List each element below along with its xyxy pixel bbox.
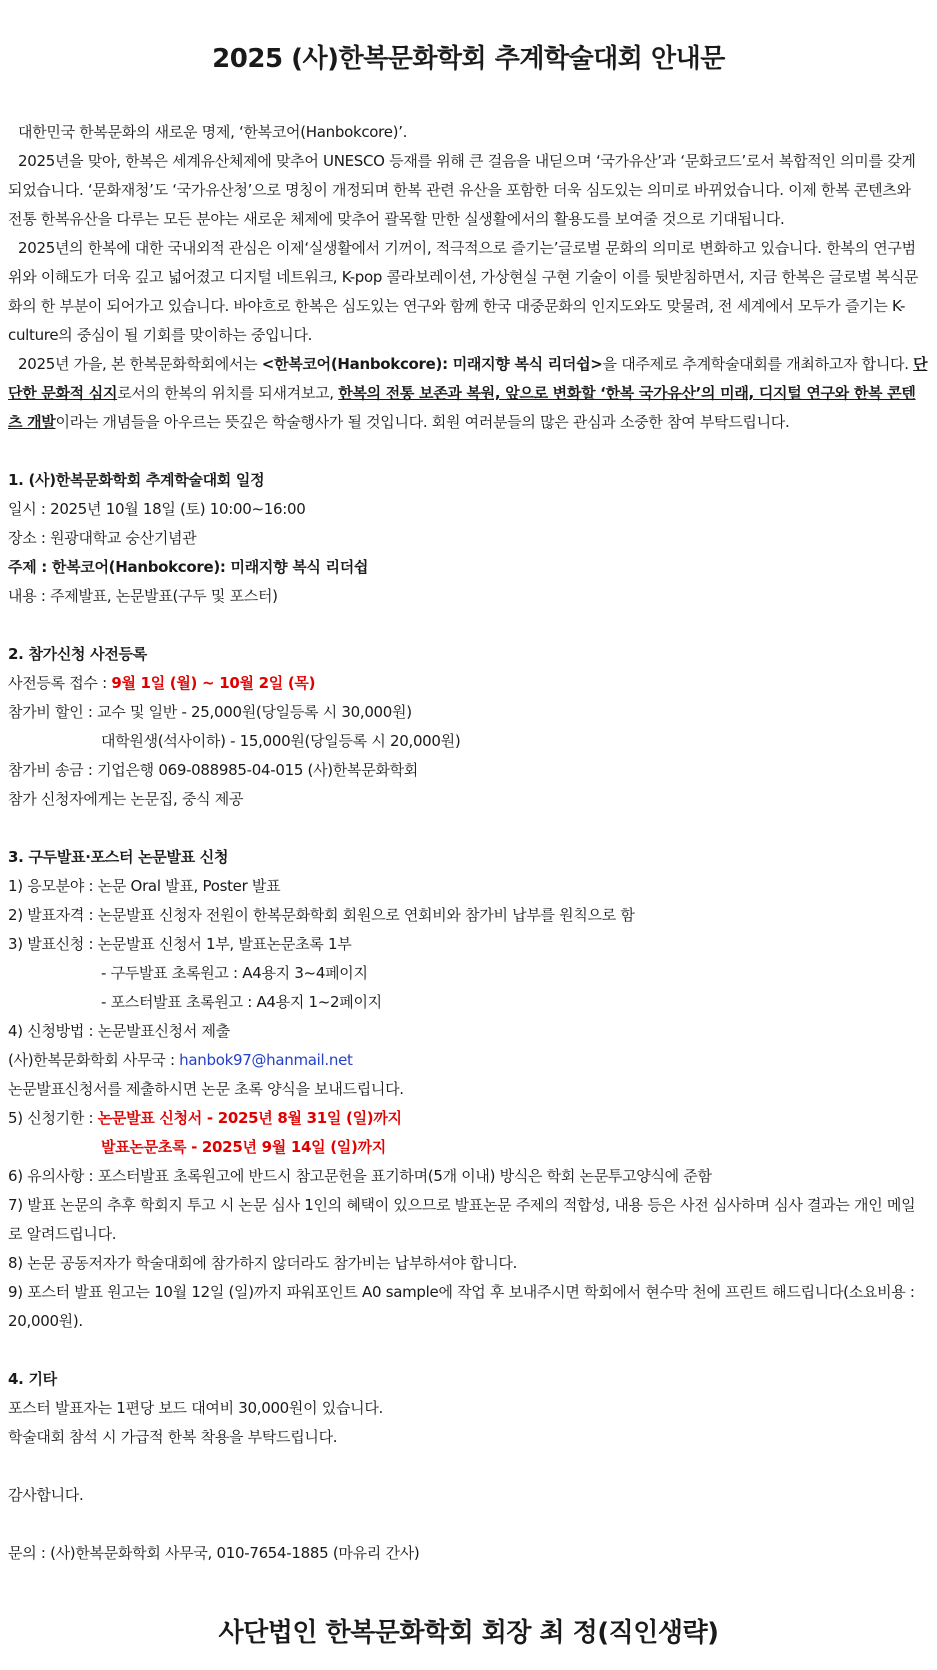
deadline-label: 5) 신청기한 : [8,1109,98,1127]
deadline-application: 논문발표 신청서 - 2025년 8월 31일 (일)까지 [97,1109,402,1127]
presentation-item-3b: - 포스터발표 초록원고 : A4용지 1~2페이지 [101,993,382,1011]
intro-paragraph-1: 대한민국 한복문화의 새로운 명제, ‘한복코어(Hanbokcore)’. [18,123,408,141]
registration-period: 9월 1일 (월) ~ 10월 2일 (목) [111,674,316,692]
deadline-abstract: 발표논문초록 - 2025년 9월 14일 (일)까지 [101,1138,386,1156]
presentation-item-4: 4) 신청방법 : 논문발표신청서 제출 [8,1022,230,1040]
page-title: 2025 (사)한복문화학회 추계학술대회 안내문 [212,44,725,74]
intro-p4-text-g: 이라는 개념들을 아우르는 뜻깊은 학술행사가 될 것입니다. 회원 여러분들의 많은 관심과 소중한 참여 부탁드립니다. [55,413,790,431]
section-schedule [8,466,929,611]
section-2-heading: 2. 참가신청 사전등록 [8,645,147,663]
office-label: (사)한복문화학회 사무국 : [8,1051,180,1069]
section-other [8,1365,929,1568]
presentation-item-7: 7) 발표 논문의 추후 학회지 투고 시 논문 심사 1인의 혜택이 있으므로 발표논문 주제의 적합성, 내용 등은 사전 심사하며 심사 결과는 개인 메일로 알려드립니다. [8,1196,916,1243]
presentation-item-2: 2) 발표자격 : 논문발표 신청자 전원이 한복문화학회 회원으로 연회비와 참가비 납부를 원칙으로 함 [8,906,635,924]
intro-p4-emphasis-1: 단단한 문화적 심지 [8,355,928,402]
intro-p4-emphasis-2: 한복의 전통 보존과 복원, 앞으로 변화할 ‘한복 국가유산’의 미래, 디지털 연구와 한복 콘텐츠 개발 [8,384,916,431]
intro-p4-text-c: 을 대주제로 추계학술대회를 개최하고자 합니다. [602,355,914,373]
section-3-heading: 3. 구두발표·포스터 논문발표 신청 [8,848,229,866]
spacer [8,1452,929,1481]
section-4-heading: 4. 기타 [8,1370,57,1388]
presentation-item-3a: - 구두발표 초록원고 : A4용지 3~4페이지 [101,964,368,982]
intro-p4-theme: <한복코어(Hanbokcore): 미래지향 복식 리더쉽> [261,355,603,373]
thanks-text: 감사합니다. [8,1486,84,1504]
presentation-item-1: 1) 응모분야 : 논문 Oral 발표, Poster 발표 [8,877,281,895]
presentation-item-6: 6) 유의사항 : 포스터발표 초록원고에 반드시 참고문헌을 표기하며(5개 이내) 방식은 학회 논문투고양식에 준함 [8,1167,712,1185]
spacer [8,1510,929,1539]
signature-footer: 사단법인 한복문화학회 회장 최 정(직인생략) [218,1618,719,1648]
deadline-abstract-line [8,1133,929,1162]
intro-paragraph-4 [8,350,929,437]
email-link[interactable]: hanbok97@hanmail.net [179,1051,353,1069]
registration-label: 사전등록 접수 : [8,674,112,692]
intro-section [8,118,929,437]
presentation-item-3: 3) 발표신청 : 논문발표 신청서 1부, 발표논문초록 1부 [8,935,352,953]
schedule-content: 내용 : 주제발표, 논문발표(구두 및 포스터) [8,587,278,605]
presentation-item-5 [8,1104,929,1133]
section-registration [8,640,929,814]
registration-period-line [8,669,929,698]
intro-paragraph-3: 2025년의 한복에 대한 국내외적 관심은 이제‘실생활에서 기꺼이, 적극적으로 즐기는’글로벌 문화의 의미로 변화하고 있습니다. 한복의 연구범위와 이해도가 더욱 깊고 넓어졌고 디지털 네트워크, K-pop 콜라보레이션, 가상현실 구현 기술이 이를 뒷받침하면서, 지금 한복은 글로벌 복식문화의 한 부분이 되어가고 있습니다. 바야흐로 한복은 심도있는 연구와 함께 한국 대중문화의 인지도와도 맞물려, 전 세계에서 모두가 즐기는 K-culture의 중심이 될 기회를 맞이하는 중입니다. [8,239,919,344]
intro-p4-text-e: 로서의 한복의 위치를 되새겨보고, [117,384,339,402]
schedule-date: 일시 : 2025년 10월 18일 (토) 10:00∼16:00 [8,500,306,518]
fee-student: 대학원생(석사이하) - 15,000원(당일등록 시 20,000원) [101,732,461,750]
presentation-item-8: 8) 논문 공동저자가 학술대회에 참가하지 않더라도 참가비는 납부하셔야 합니다. [8,1254,518,1272]
section-presentation [8,843,929,1336]
office-email-line [8,1046,929,1075]
participant-benefits: 참가 신청자에게는 논문집, 중식 제공 [8,790,244,808]
schedule-theme: 주제 : 한복코어(Hanbokcore): 미래지향 복식 리더쉽 [8,558,369,576]
other-item-1: 포스터 발표자는 1편당 보드 대여비 30,000원이 있습니다. [8,1399,384,1417]
section-1-heading: 1. (사)한복문화학회 추계학술대회 일정 [8,471,265,489]
form-note: 논문발표신청서를 제출하시면 논문 초록 양식을 보내드립니다. [8,1080,404,1098]
fee-general: 참가비 할인 : 교수 및 일반 - 25,000원(당일등록 시 30,000원) [8,703,412,721]
fee-account: 참가비 송금 : 기업은행 069-088985-04-015 (사)한복문화학회 [8,761,418,779]
presentation-item-9: 9) 포스터 발표 원고는 10월 12일 (일)까지 파워포인트 A0 sample에 작업 후 보내주시면 학회에서 현수막 천에 프린트 해드립니다(소요비용 : 20,000원). [8,1283,915,1330]
intro-paragraph-2: 2025년을 맞아, 한복은 세계유산체제에 맞추어 UNESCO 등재를 위해 큰 걸음을 내딛으며 ‘국가유산’과 ‘문화코드’로서 복합적인 의미를 갖게 되었습니다. ‘문화재청’도 ‘국가유산청’으로 명칭이 개정되며 한복 관련 유산을 포함한 더욱 심도있는 의미로 바뀌었습니다. 이제 한복 콘텐츠와 전통 한복유산을 다루는 모든 분야는 새로운 체제에 맞추어 괄목할 만한 실생활에서의 활용도를 보여줄 것으로 기대됩니다. [8,152,916,228]
intro-p4-text-a: 2025년 가을, 본 한복문화학회에서는 [18,355,262,373]
contact-text: 문의 : (사)한복문화학회 사무국, 010-7654-1885 (마유리 간사) [8,1544,420,1562]
other-item-2: 학술대회 참석 시 가급적 한복 착용을 부탁드립니다. [8,1428,338,1446]
schedule-place: 장소 : 원광대학교 숭산기념관 [8,529,197,547]
